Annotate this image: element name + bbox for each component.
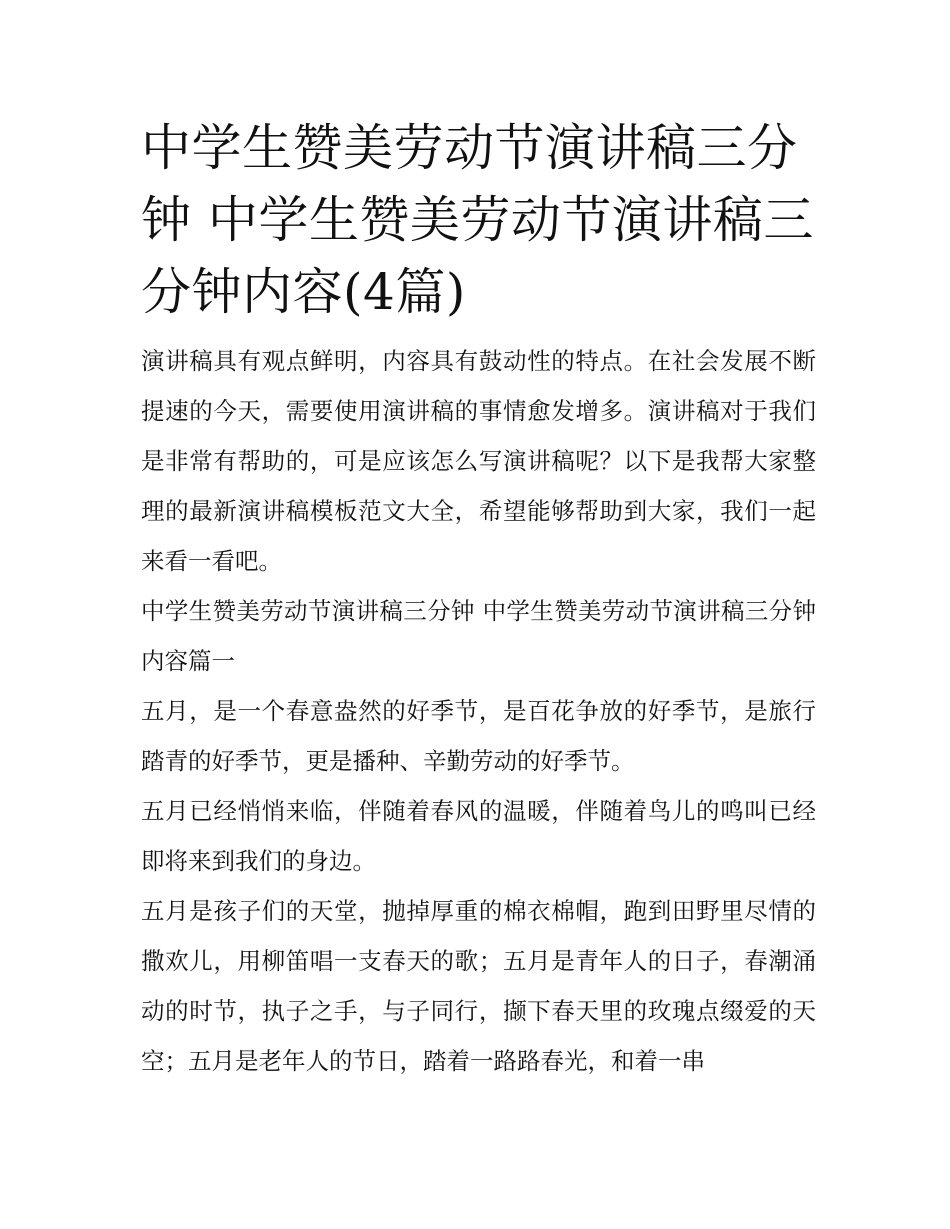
section-heading: 中学生赞美劳动节演讲稿三分钟 中学生赞美劳动节演讲稿三分钟内容篇一 <box>141 597 816 675</box>
body-paragraph: 五月已经悄悄来临，伴随着春风的温暖，伴随着鸟儿的鸣叫已经即将来到我们的身边。 <box>141 797 816 875</box>
intro-paragraph: 演讲稿具有观点鲜明，内容具有鼓动性的特点。在社会发展不断提速的今天，需要使用演讲稿的事情愈发增多。演讲稿对于我们是非常有帮助的，可是应该怎么写演讲稿呢？以下是我帮大家整理的最新演讲稿模板范文大全，希望能够帮助到大家，我们一起来看一看吧。 <box>141 347 816 575</box>
document-title: 中学生赞美劳动节演讲稿三分钟 中学生赞美劳动节演讲稿三分钟内容(4篇) <box>141 119 814 321</box>
body-paragraph: 五月，是一个春意盎然的好季节，是百花争放的好季节，是旅行踏青的好季节，更是播种、辛勤劳动的好季节。 <box>141 697 816 775</box>
document-body <box>141 112 816 1086</box>
body-paragraph: 五月是孩子们的天堂，抛掉厚重的棉衣棉帽，跑到田野里尽情的撒欢儿，用柳笛唱一支春天的歌；五月是青年人的日子，春潮涌动的时节，执子之手，与子同行，撷下春天里的玫瑰点缀爱的天空；五月是老年人的节日，踏着一路路春光，和着一串 <box>141 897 816 1075</box>
